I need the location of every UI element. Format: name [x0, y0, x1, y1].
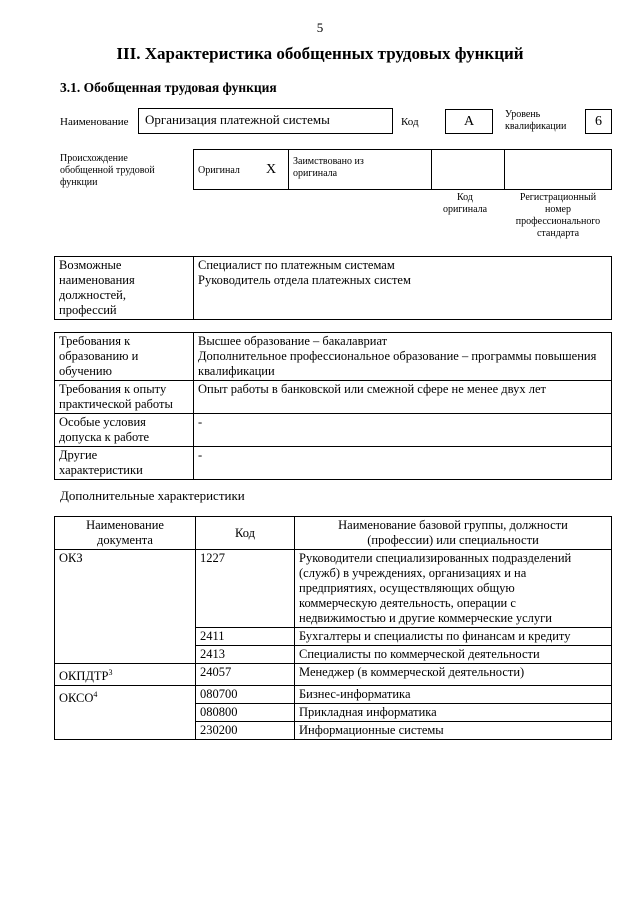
requirements-table: [54, 332, 612, 480]
doc-okso: [55, 686, 196, 740]
subsection-title: 3.1. Обобщенная трудовая функция: [60, 80, 277, 95]
code-caption: Код оригинала: [442, 192, 488, 215]
original-label: Оригинал: [198, 165, 240, 176]
requirement-value: Высшее образование – бакалавриат Дополнительное профессиональное образование – программы повышения квалификации: [194, 333, 612, 381]
row-name: Руководители специализированных подразделений (служб) в учреждениях, организациях и на предприятиях, осуществляющих общую коммерческую деятельность, операции с недвижимостью и другие коммерческие услуги: [295, 550, 612, 628]
doc-okpdtr: [55, 664, 196, 686]
doc-okz: ОКЗ: [55, 550, 196, 664]
row-name: Информационные системы: [295, 722, 612, 740]
okso-footnote: 4: [93, 690, 98, 700]
requirement-value: -: [194, 447, 612, 480]
requirement-value: -: [194, 414, 612, 447]
requirement-label: Другие характеристики: [55, 447, 194, 480]
level-value: 6: [585, 109, 612, 134]
original-mark: X: [266, 162, 277, 177]
name-label: Наименование: [60, 116, 129, 128]
row-code: 080700: [196, 686, 295, 704]
section-title: III. Характеристика обобщенных трудовых функций: [116, 44, 524, 63]
origin-divider: [431, 150, 432, 189]
positions-value: Специалист по платежным системам Руководитель отдела платежных систем: [194, 257, 612, 320]
header-code: Код: [196, 517, 295, 550]
code-value: A: [445, 109, 493, 134]
okpdtr-footnote: 3: [108, 668, 113, 677]
row-code: 2413: [196, 646, 295, 664]
origin-divider: [504, 150, 505, 189]
row-name: Специалисты по коммерческой деятельности: [295, 646, 612, 664]
header-doc: Наименование документа: [55, 517, 196, 550]
row-code: 2411: [196, 628, 295, 646]
row-name: Менеджер (в коммерческой деятельности): [295, 664, 612, 686]
row-name: Бухгалтеры и специалисты по финансам и кредиту: [295, 628, 612, 646]
okpdtr-text: ОКПДТР: [59, 669, 109, 684]
requirement-value: Опыт работы в банковской или смежной сфере не менее двух лет: [194, 381, 612, 414]
additional-title: Дополнительные характеристики: [60, 488, 245, 503]
additional-table: [54, 516, 612, 740]
reg-caption: Регистрационный номер профессионального стандарта: [515, 192, 601, 239]
row-name: Бизнес-информатика: [295, 686, 612, 704]
requirement-label: Требования к образованию и обучению: [55, 333, 194, 381]
origin-divider: [288, 150, 289, 189]
requirement-label: Особые условия допуска к работе: [55, 414, 194, 447]
page-number: 5: [316, 20, 324, 35]
header-name: Наименование базовой группы, должности (профессии) или специальности: [295, 517, 612, 550]
borrowed-label: Заимствовано из оригинала: [293, 156, 364, 179]
positions-table: [54, 256, 612, 320]
row-code: 24057: [196, 664, 295, 686]
requirement-label: Требования к опыту практической работы: [55, 381, 194, 414]
origin-label: Происхождение обобщенной трудовой функции: [60, 153, 155, 188]
row-name: Прикладная информатика: [295, 704, 612, 722]
origin-box: [193, 149, 612, 190]
name-value: Организация платежной системы: [138, 108, 393, 134]
okso-text: ОКСО: [59, 691, 94, 706]
row-code: 080800: [196, 704, 295, 722]
level-label: Уровень квалификации: [505, 109, 567, 132]
positions-label: Возможные наименования должностей, профессий: [55, 257, 194, 320]
row-code: 1227: [196, 550, 295, 628]
row-code: 230200: [196, 722, 295, 740]
code-label: Код: [401, 116, 419, 128]
